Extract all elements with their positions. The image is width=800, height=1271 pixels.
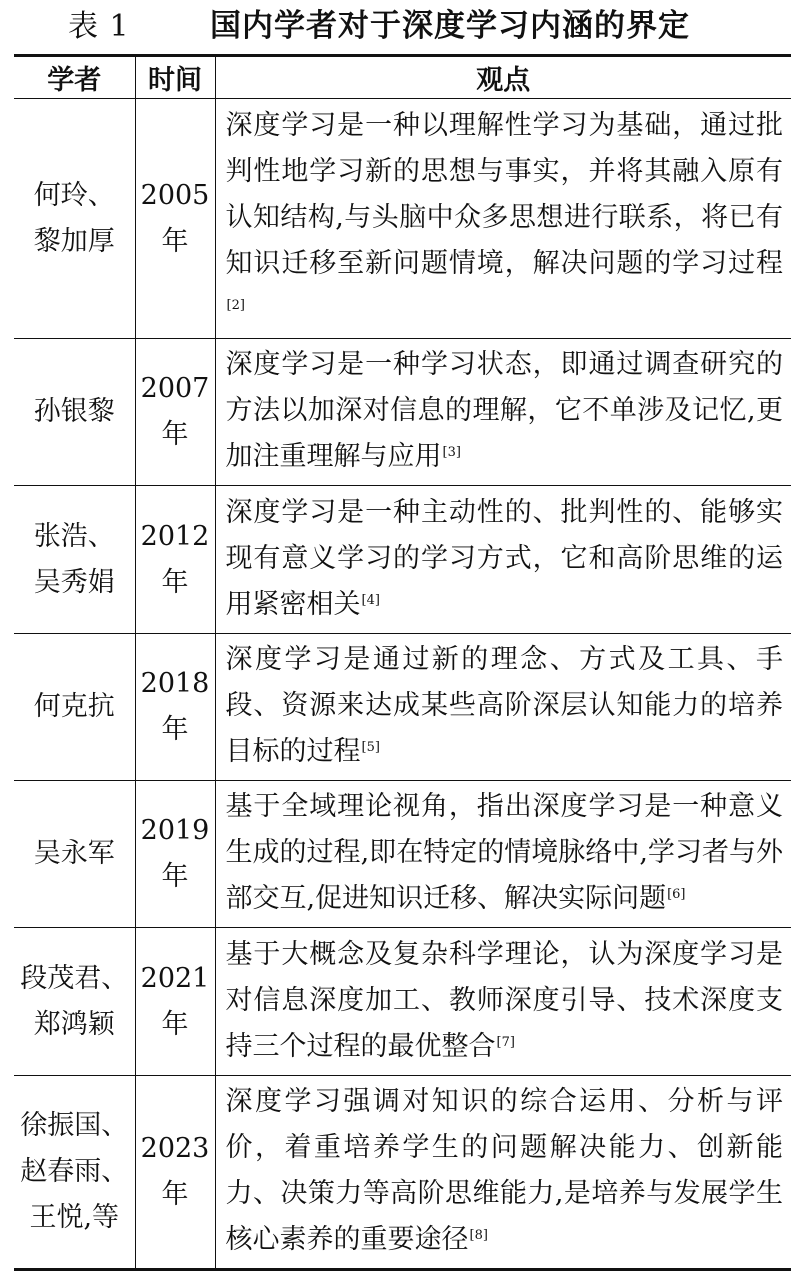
author-cell: 何玲、 黎加厚	[14, 99, 135, 339]
header-author: 学者	[14, 56, 135, 99]
view-cell	[215, 634, 791, 781]
view-text: 基于全域理论视角，指出深度学习是一种意义生成的过程,即在特定的情境脉络中,学习者与外部交互,促进知识迁移、解决实际问题	[225, 791, 783, 914]
citation-ref: [4]	[361, 592, 380, 608]
view-text: 深度学习是通过新的理念、方式及工具、手段、资源来达成某些高阶深层认知能力的培养目标的过程	[225, 644, 783, 767]
table-row	[14, 339, 791, 486]
author-cell: 吴永军	[14, 781, 135, 928]
definitions-table	[14, 54, 791, 1271]
view-cell	[215, 1076, 791, 1270]
year-cell: 2007 年	[135, 339, 215, 486]
view-cell	[215, 339, 791, 486]
view-text: 深度学习是一种学习状态，即通过调查研究的方法以加深对信息的理解，它不单涉及记忆,更加注重理解与应用	[225, 349, 783, 472]
view-text: 基于大概念及复杂科学理论，认为深度学习是对信息深度加工、教师深度引导、技术深度支持三个过程的最优整合	[225, 938, 783, 1062]
table-row	[14, 634, 791, 781]
view-cell	[215, 928, 791, 1076]
citation-ref: [6]	[667, 887, 686, 902]
table-title: 国内学者对于深度学习内涵的界定	[210, 8, 690, 44]
citation-ref: [5]	[361, 740, 380, 755]
table-number: 表 1	[68, 9, 130, 44]
header-year: 时间	[135, 56, 215, 99]
year-cell: 2019 年	[135, 781, 215, 928]
view-text: 深度学习是一种以理解性学习为基础，通过批判性地学习新的思想与事实，并将其融入原有认知结构,与头脑中众多思想进行联系，将已有知识迁移至新问题情境，解决问题的学习过程	[225, 109, 783, 279]
table-row	[14, 928, 791, 1076]
citation-ref: [8]	[469, 1228, 488, 1243]
view-cell	[215, 486, 791, 634]
author-cell: 何克抗	[14, 634, 135, 781]
year-cell: 2021 年	[135, 928, 215, 1076]
author-cell: 徐振国、 赵春雨、 王悦,等	[20, 1110, 129, 1233]
table-caption	[0, 0, 800, 50]
author-cell: 段茂君、 郑鸿颖	[14, 928, 135, 1076]
view-text: 深度学习是一种主动性的、批判性的、能够实现有意义学习的学习方式，它和高阶思维的运用紧密相关	[225, 496, 783, 620]
citation-ref: [7]	[496, 1034, 515, 1050]
year-cell: 2023 年	[135, 1076, 215, 1270]
year-cell: 2018 年	[135, 634, 215, 781]
citation-ref: [2]	[226, 297, 245, 313]
header-row	[14, 56, 791, 99]
author-cell: 张浩、 吴秀娟	[14, 486, 135, 634]
view-cell	[215, 99, 791, 339]
citation-ref: [3]	[442, 445, 461, 460]
table-row	[14, 1076, 791, 1270]
view-cell	[215, 781, 791, 928]
header-view: 观点	[215, 56, 791, 99]
year-cell: 2012 年	[135, 486, 215, 634]
table-row	[14, 99, 791, 339]
table-row	[14, 781, 791, 928]
view-text: 深度学习强调对知识的综合运用、分析与评价，着重培养学生的问题解决能力、创新能力、决策力等高阶思维能力,是培养与发展学生核心素养的重要途径	[225, 1086, 783, 1255]
author-cell: 孙银黎	[14, 339, 135, 486]
year-cell: 2005 年	[135, 99, 215, 339]
table-row	[14, 486, 791, 634]
